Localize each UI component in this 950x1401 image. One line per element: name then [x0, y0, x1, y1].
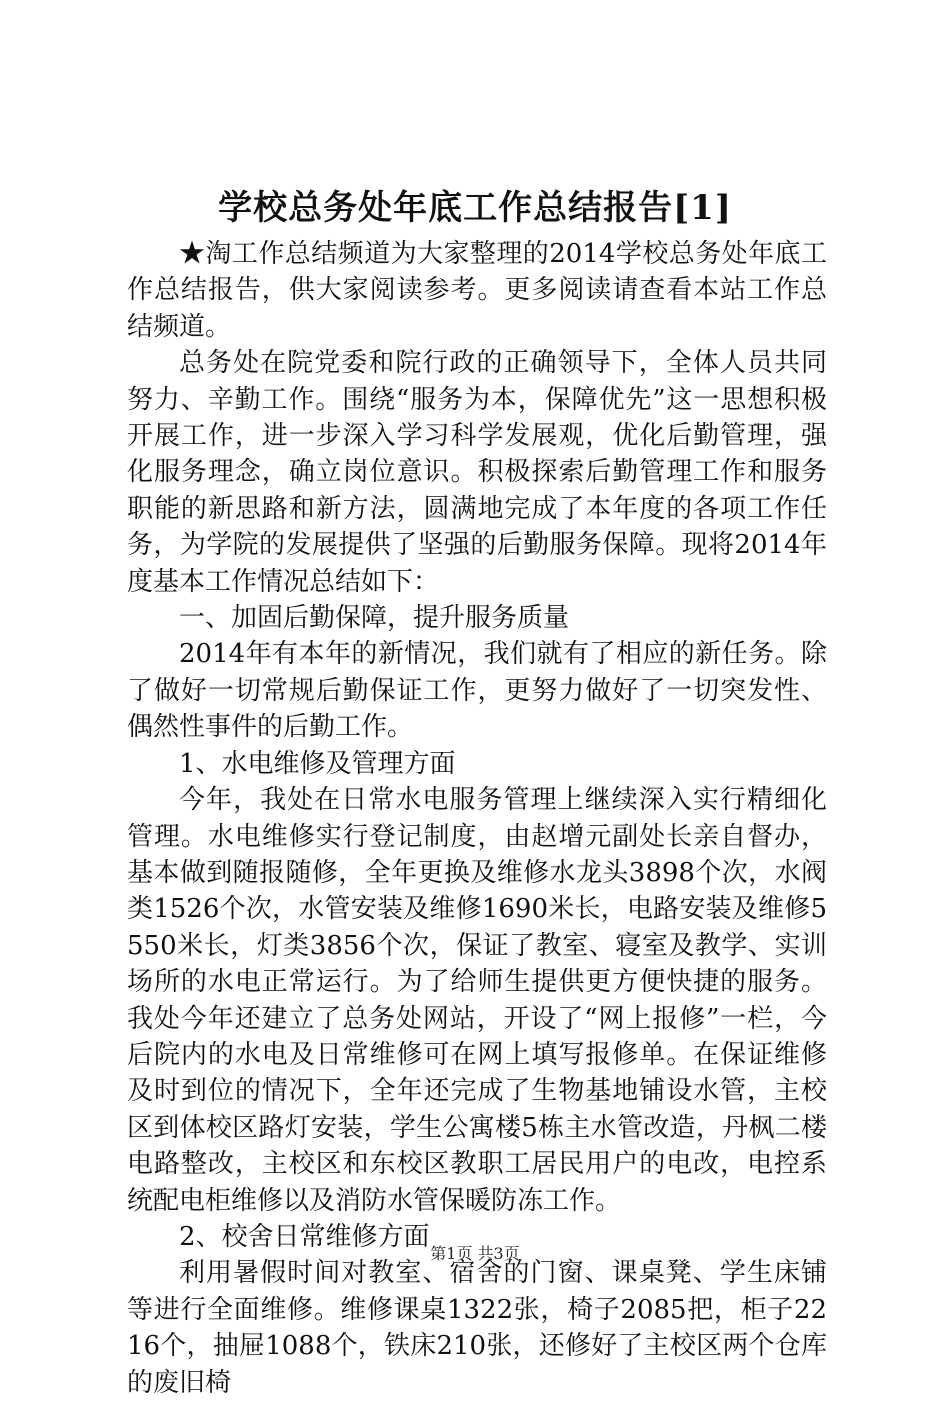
document-title: 学校总务处年底工作总结报告[1]	[218, 188, 732, 228]
document-body	[127, 236, 827, 1401]
page-footer: 第1页 共3页	[430, 1244, 520, 1263]
subsection-heading-2: 2、校舍日常维修方面	[179, 1221, 430, 1252]
paragraph-overview: 总务处在院党委和院行政的正确领导下，全体人员共同努力、辛勤工作。围绕“服务为本，保障优先”这一思想积极开展工作，进一步深入学习科学发展观，优化后勤管理，强化服务理念，确立岗位意识。积极探索后勤管理工作和服务职能的新思路和新方法，圆满地完成了本年度的各项工作任务，为学院的发展提供了坚强的后勤服务保障。现将2014年度基本工作情况总结如下：	[127, 348, 827, 597]
paragraph-dorm-repair: 利用暑假时间对教室、宿舍的门窗、课桌凳、学生床铺等进行全面维修。维修课桌1322张，椅子2085把，柜子2216个，抽屉1088个，铁床210张，还修好了主校区两个仓库的废旧椅	[127, 1258, 827, 1398]
paragraph-section-1: 2014年有本年的新情况，我们就有了相应的新任务。除了做好一切常规后勤保证工作，更努力做好了一切突发性、偶然性事件的后勤工作。	[127, 639, 827, 743]
section-heading-1: 一、加固后勤保障，提升服务质量	[179, 603, 570, 634]
paragraph-utilities: 今年，我处在日常水电服务管理上继续深入实行精细化管理。水电维修实行登记制度，由赵增元副处长亲自督办，基本做到随报随修，全年更换及维修水龙头3898个次，水阀类1526个次，水管安装及维修1690米长，电路安装及维修5550米长，灯类3856个次，保证了教室、寝室及教学、实训场所的水电正常运行。为了给师生提供更方便快捷的服务。我处今年还建立了总务处网站，开设了“网上报修”一栏，今后院内的水电及日常维修可在网上填写报修单。在保证维修及时到位的情况下，全年还完成了生物基地铺设水管，主校区到体校区路灯安装，学生公寓楼5栋主水管改造，丹枫二楼电路整改，主校区和东校区教职工居民用户的电改，电控系统配电柜维修以及消防水管保暖防冻工作。	[127, 785, 827, 1216]
subsection-heading-1: 1、水电维修及管理方面	[179, 748, 456, 779]
paragraph-intro: ★淘工作总结频道为大家整理的2014学校总务处年底工作总结报告，供大家阅读参考。更多阅读请查看本站工作总结频道。	[127, 239, 827, 342]
